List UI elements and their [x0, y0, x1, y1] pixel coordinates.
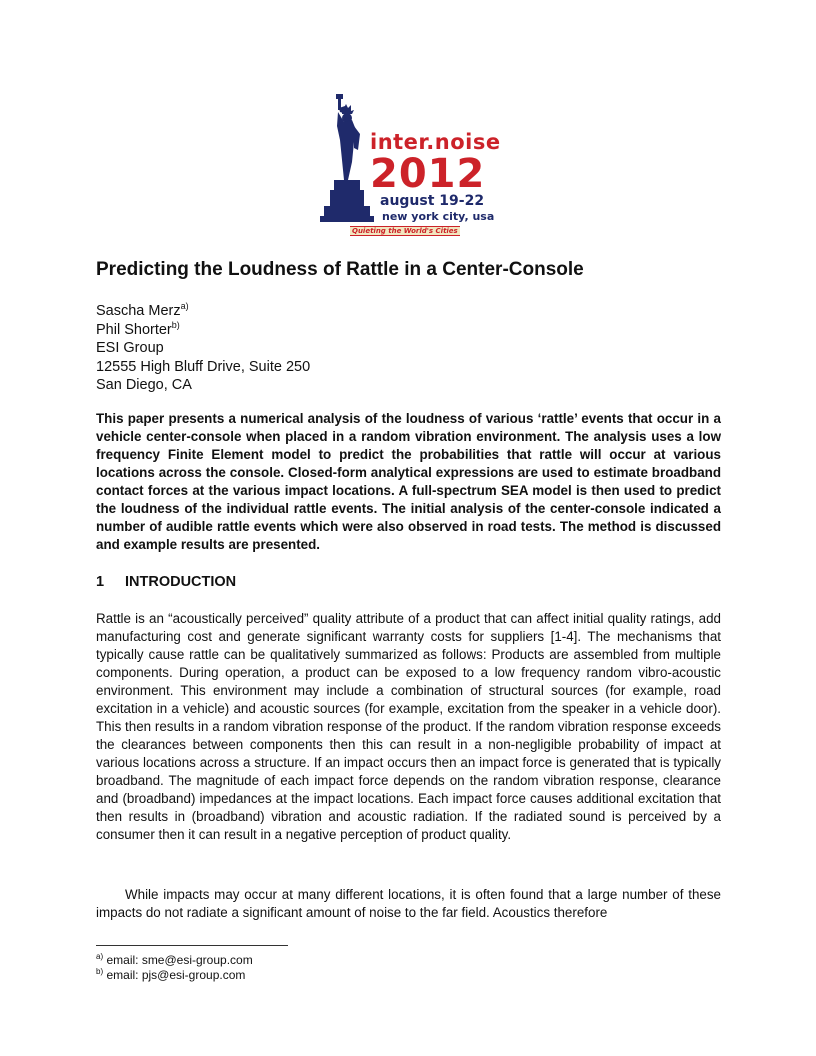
- author-line: [96, 302, 496, 321]
- footnote: [96, 953, 253, 968]
- footnote-divider: [96, 945, 288, 946]
- paper-title: Predicting the Loudness of Rattle in a Center-Console: [96, 259, 584, 280]
- author-block: [96, 302, 496, 395]
- body-paragraph: Rattle is an “acoustically perceived” quality attribute of a product that can affect initial quality ratings, add manufacturing cost and generate significant warranty costs for suppliers [1-4]. The mechanisms that typically cause rattle can be qualitatively summarized as follows: Products are assembled from multiple components. During operation, a product can be exposed to a low frequency random vibro-acoustic environment. This environment may include a combination of structural sources (for example, road excitation in a vehicle) and acoustic sources (for example, excitation from the speaker in a vehicle door). This then results in a random vibration response of the product. If the random vibration response exceeds the clearances between components then this can result in a non-negligible probability of impact at various locations across a structure. If an impact occurs then an impact force is generated that is typically broadband. The magnitude of each impact force depends on the random vibration response, clearance and (broadband) impedances at the impact locations. Each impact force causes additional excitation that then results in (broadband) vibration and acoustic radiation. If the radiated sound is perceived by a consumer then it can result in a negative perception of product quality.: [96, 611, 721, 842]
- footnotes: [96, 953, 253, 983]
- logo-year: 2012: [370, 151, 486, 197]
- author-name: Phil Shorter: [96, 321, 172, 338]
- section-title: INTRODUCTION: [125, 574, 237, 590]
- body-paragraph: While impacts may occur at many different locations, it is often found that a large number of these impacts do not radiate a significant amount of noise to the far field. Acoustics therefore: [96, 887, 721, 920]
- footnote: [96, 968, 253, 983]
- logo-inter-noise: inter.noise: [370, 130, 501, 154]
- section-heading: [96, 574, 236, 590]
- conference-logo: [318, 90, 501, 240]
- section-number: 1: [96, 574, 105, 590]
- abstract: This paper presents a numerical analysis of the loudness of various ‘rattle’ events that occur in a vehicle center-console when placed in a random vibration environment. The analysis uses a low frequency Finite Element model to predict the probabilities that rattle will occur at various locations across the console. Closed-form analytical expressions are used to estimate broadband contact forces at the various impact locations. A full-spectrum SEA model is then used to predict the loudness of the individual rattle events. The initial analysis of the center-console indicated a number of audible rattle events which were also observed in road tests. The method is discussed and example results are presented.: [96, 411, 721, 552]
- logo-tagline: Quieting the World's Cities: [352, 227, 458, 235]
- footnote-text: email: pjs@esi-group.com: [106, 968, 246, 982]
- logo-city: new york city, usa: [382, 210, 495, 223]
- footnote-mark: b): [171, 319, 180, 330]
- footnote-mark: b): [96, 967, 104, 976]
- footnote-mark: a): [180, 301, 189, 311]
- footnote-text: email: sme@esi-group.com: [106, 953, 253, 967]
- author-name: Sascha Merz: [96, 303, 181, 319]
- affiliation-street: 12555 High Bluff Drive, Suite 250: [96, 358, 311, 375]
- logo-dates: august 19-22: [380, 193, 485, 209]
- affiliation-organization: ESI Group: [96, 340, 164, 356]
- footnote-mark: a): [96, 952, 104, 961]
- affiliation-city: San Diego, CA: [96, 377, 192, 393]
- author-line: [96, 321, 496, 340]
